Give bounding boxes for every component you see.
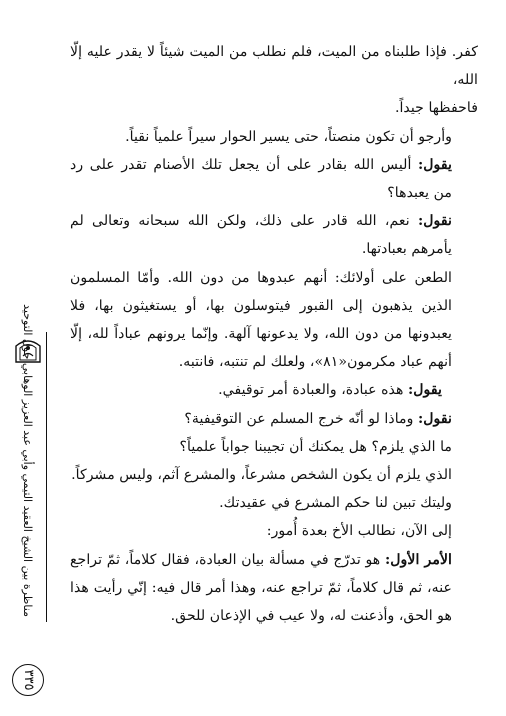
speaker-label: نقول: xyxy=(417,410,452,427)
paragraph-3-text: أليس الله بقادر على أن يجعل تلك الأصنام تقدر على رد من يعبدها؟ xyxy=(70,156,452,202)
speaker-label: نقول: xyxy=(417,213,452,230)
paragraph-6-text: هذه عبادة، والعبادة أمر توقيفي. xyxy=(218,382,408,399)
page-number-badge xyxy=(12,664,44,696)
paragraph-6 xyxy=(70,376,478,404)
paragraph-11: إلى الآن، نطالب الأخ بعدة أُمور: xyxy=(266,523,452,540)
paragraph-5: الطعن على أولائك: أنهم عبدوها من دون الله. وأمّا المسلمون الذين يذهبون إلى القبور فيتوسلون بها، أو يستغيثون بها، فلا يعبدونها من دون الله، ولا يدعونها آلهة. وإنّما يرونهم عباداً لله، إلّا أنهم عباد مكرمون«٨١»، ولعلك لم تنتبه، فانتبه. xyxy=(70,269,452,371)
speaker-label: يقول: xyxy=(407,382,442,399)
margin-rule xyxy=(46,332,47,622)
paragraph-12-text: هو تدرّج في مسألة بيان العبادة، فقال كلاماً، ثمّ تراجع عنه، ثم قال كلاماً، ثمّ تراجع عنه، وهذا أمر قال فيه: إنّي رأيت هذا هو الحق، وأذعنت له، ولا عيب في الإذعان للحق. xyxy=(70,551,452,625)
paragraph-8: ما الذي يلزم؟ هل يمكنك أن تجيبنا جواباً علمياً؟ xyxy=(179,438,452,455)
paragraph-1 xyxy=(70,38,478,123)
section-label: الأمر الأول: xyxy=(384,551,452,568)
main-text-column xyxy=(70,38,478,630)
speaker-label: يقول: xyxy=(417,156,452,173)
paragraph-1-line-2: فاحفظها جيداً. xyxy=(394,100,478,117)
running-title: مناظرة بين الشيخ العقيد التيمي وأبي عبد العزيز الوهابي حول التوحيد xyxy=(21,304,34,617)
paragraph-4-text: نعم، الله قادر على ذلك، ولكن الله سبحانه وتعالى لم يأمرهم بعبادتها. xyxy=(70,213,452,258)
page-number: ٣٣٥ xyxy=(21,669,36,691)
paragraph-12 xyxy=(70,546,478,631)
paragraph-1-line-1: كفر. فإذا طلبناه من الميت، فلم نطلب من الميت شيئاً لا يقدر عليه إلّا الله، xyxy=(70,44,478,89)
paragraph-10: وليتك تبين لنا حكم المشرع في عقيدتك. xyxy=(219,495,452,512)
paragraph-7 xyxy=(70,405,478,433)
paragraph-7-text: وماذا لو أنّه خرج المسلم عن التوقيفية؟ xyxy=(184,410,418,427)
paragraph-4 xyxy=(70,207,478,263)
paragraph-3 xyxy=(70,151,478,207)
paragraph-2: وأرجو أن تكون منصتاً، حتى يسير الحوار سيراً علمياً نقياً. xyxy=(125,128,452,145)
paragraph-9: الذي يلزم أن يكون الشخص مشرعاً، والمشرع آثم، وليس مشركاً. xyxy=(71,467,452,484)
